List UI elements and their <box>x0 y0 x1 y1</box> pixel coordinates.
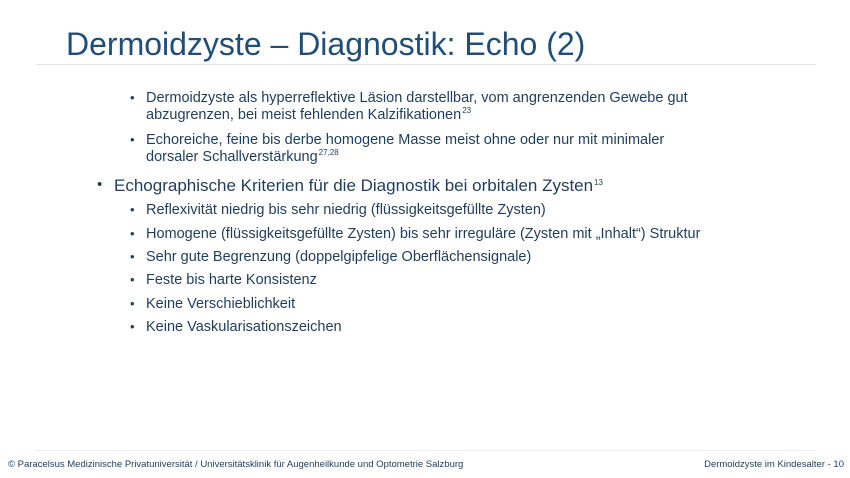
bullet-item <box>130 272 317 288</box>
bullet-item <box>130 132 665 165</box>
bullet-line: Homogene (flüssigkeitsgefüllte Zysten) bis sehr irreguläre (Zysten mit „Inhalt“) Struktur <box>146 226 701 242</box>
bullet-item-level1 <box>97 176 603 196</box>
bullet-line: Echographische Kriterien für die Diagnostik bei orbitalen Zysten <box>114 176 594 195</box>
footnote-ref: 27,28 <box>318 148 339 157</box>
bullet-item <box>130 202 546 218</box>
bullet-dot: • <box>130 296 135 311</box>
bullet-dot: • <box>130 249 135 264</box>
bullet-line: dorsaler Schallverstärkung <box>146 149 318 165</box>
bullet-line: Sehr gute Begrenzung (doppelgipfelige Oberflächensignale) <box>146 249 532 265</box>
bullet-line: Dermoidzyste als hyperreflektive Läsion darstellbar, vom angrenzenden Gewebe gut <box>146 90 688 106</box>
bullet-line: Reflexivität niedrig bis sehr niedrig (flüssigkeitsgefüllte Zysten) <box>146 202 546 218</box>
bullet-line: Keine Verschieblichkeit <box>146 296 296 312</box>
bullet-dot: • <box>130 90 135 105</box>
bullet-line: abzugrenzen, bei meist fehlenden Kalzifikationen <box>146 107 462 123</box>
bullet-line: Keine Vaskularisationszeichen <box>146 319 342 335</box>
bullet-dot: • <box>130 202 135 217</box>
footer-copyright: © Paracelsus Medizinische Privatuniversität / Universitätsklinik für Augenheilkunde und Optometrie Salzburg <box>8 459 464 470</box>
bullet-item <box>130 249 532 265</box>
bullet-item <box>130 296 296 312</box>
bullet-item <box>130 226 701 242</box>
title-divider <box>36 64 816 65</box>
bullet-dot: • <box>130 226 135 241</box>
bullet-line: Feste bis harte Konsistenz <box>146 272 317 288</box>
footer-slide-info: Dermoidzyste im Kindesalter - 10 <box>704 459 844 470</box>
bullet-dot: • <box>130 319 135 334</box>
bullet-item <box>130 90 688 123</box>
bullet-line: Echoreiche, feine bis derbe homogene Masse meist ohne oder nur mit minimaler <box>146 132 665 148</box>
footnote-ref: 13 <box>594 178 603 187</box>
bullet-dot: • <box>97 176 103 193</box>
footer-divider <box>36 450 816 451</box>
bullet-dot: • <box>130 132 135 147</box>
slide-title: Dermoidzyste – Diagnostik: Echo (2) <box>66 26 586 62</box>
footnote-ref: 23 <box>462 106 472 115</box>
bullet-item <box>130 319 342 335</box>
bullet-dot: • <box>130 272 135 287</box>
